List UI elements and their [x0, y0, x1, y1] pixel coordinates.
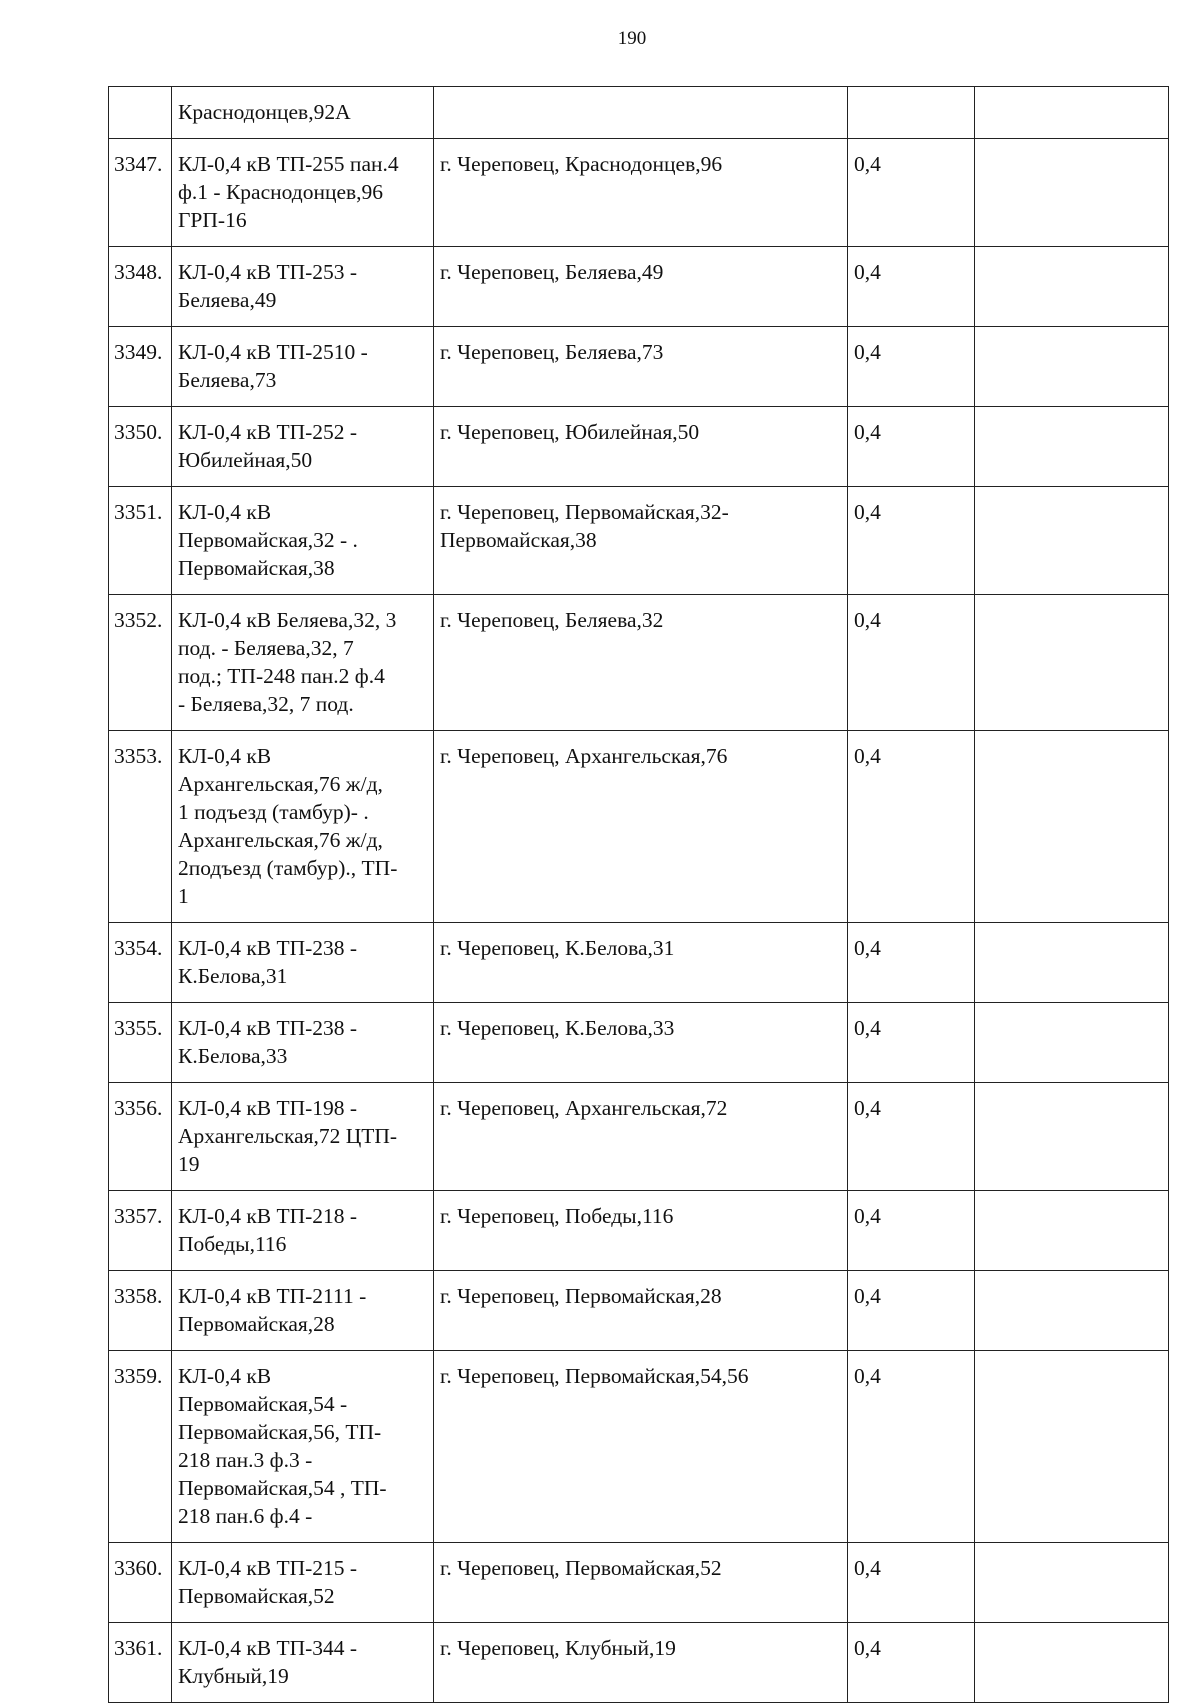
- table-row: [109, 327, 1169, 407]
- line-voltage: 0,4: [848, 1271, 975, 1351]
- row-number: 3355.: [109, 1003, 172, 1083]
- line-voltage: 0,4: [848, 327, 975, 407]
- line-extra: [975, 1083, 1169, 1191]
- table-row: [109, 1543, 1169, 1623]
- line-address: г. Череповец, Архангельская,76: [434, 731, 848, 923]
- table-row: [109, 407, 1169, 487]
- line-name: КЛ-0,4 кВ ТП-218 - Победы,116: [172, 1191, 434, 1271]
- row-number: 3352.: [109, 595, 172, 731]
- line-voltage: 0,4: [848, 923, 975, 1003]
- row-number: 3358.: [109, 1271, 172, 1351]
- row-number: 3349.: [109, 327, 172, 407]
- line-name: КЛ-0,4 кВ ТП-238 - К.Белова,31: [172, 923, 434, 1003]
- line-name: КЛ-0,4 кВ ТП-253 - Беляева,49: [172, 247, 434, 327]
- line-extra: [975, 731, 1169, 923]
- table-row: [109, 139, 1169, 247]
- line-voltage: 0,4: [848, 139, 975, 247]
- table-row: [109, 923, 1169, 1003]
- line-address: г. Череповец, Первомайская,28: [434, 1271, 848, 1351]
- line-extra: [975, 1351, 1169, 1543]
- line-name: КЛ-0,4 кВ ТП-2111 - Первомайская,28: [172, 1271, 434, 1351]
- line-address: г. Череповец, Первомайская,52: [434, 1543, 848, 1623]
- line-voltage: 0,4: [848, 1003, 975, 1083]
- line-extra: [975, 139, 1169, 247]
- line-name: КЛ-0,4 кВ Беляева,32, 3 под. - Беляева,32, 7 под.; ТП-248 пан.2 ф.4 - Беляева,32, 7 под.: [172, 595, 434, 731]
- line-name: КЛ-0,4 кВ ТП-215 - Первомайская,52: [172, 1543, 434, 1623]
- line-name: КЛ-0,4 кВ ТП-238 - К.Белова,33: [172, 1003, 434, 1083]
- line-voltage: 0,4: [848, 1623, 975, 1703]
- line-voltage: 0,4: [848, 1351, 975, 1543]
- line-extra: [975, 595, 1169, 731]
- line-name: КЛ-0,4 кВ ТП-198 - Архангельская,72 ЦТП- 19: [172, 1083, 434, 1191]
- line-name: КЛ-0,4 кВ ТП-344 - Клубный,19: [172, 1623, 434, 1703]
- row-number: 3348.: [109, 247, 172, 327]
- line-voltage: 0,4: [848, 1191, 975, 1271]
- page-number: 190: [617, 28, 647, 49]
- row-number: 3359.: [109, 1351, 172, 1543]
- row-number: [109, 87, 172, 139]
- row-number: 3354.: [109, 923, 172, 1003]
- line-extra: [975, 923, 1169, 1003]
- table-row: [109, 1191, 1169, 1271]
- line-voltage: 0,4: [848, 1083, 975, 1191]
- table-row: [109, 247, 1169, 327]
- row-number: 3347.: [109, 139, 172, 247]
- line-extra: [975, 247, 1169, 327]
- line-extra: [975, 1003, 1169, 1083]
- table-row: [109, 1351, 1169, 1543]
- line-name: КЛ-0,4 кВ Архангельская,76 ж/д, 1 подъезд (тамбур)- . Архангельская,76 ж/д, 2подъезд (тамбур)., ТП- 1: [172, 731, 434, 923]
- line-address: г. Череповец, Архангельская,72: [434, 1083, 848, 1191]
- line-address: г. Череповец, Победы,116: [434, 1191, 848, 1271]
- cable-lines-table: [108, 86, 1169, 1703]
- line-name: КЛ-0,4 кВ ТП-255 пан.4 ф.1 - Краснодонцев,96 ГРП-16: [172, 139, 434, 247]
- line-address: г. Череповец, Краснодонцев,96: [434, 139, 848, 247]
- table-row: [109, 1623, 1169, 1703]
- line-address: г. Череповец, Юбилейная,50: [434, 407, 848, 487]
- line-extra: [975, 1623, 1169, 1703]
- line-name: КЛ-0,4 кВ Первомайская,54 - Первомайская,56, ТП- 218 пан.3 ф.3 - Первомайская,54 , ТП- 218 пан.6 ф.4 -: [172, 1351, 434, 1543]
- line-extra: [975, 487, 1169, 595]
- line-address: г. Череповец, Беляева,73: [434, 327, 848, 407]
- line-extra: [975, 1191, 1169, 1271]
- line-voltage: 0,4: [848, 247, 975, 327]
- row-number: 3360.: [109, 1543, 172, 1623]
- line-extra: [975, 327, 1169, 407]
- line-address: г. Череповец, Первомайская,54,56: [434, 1351, 848, 1543]
- table-row: [109, 1003, 1169, 1083]
- line-address: г. Череповец, Первомайская,32- Первомайская,38: [434, 487, 848, 595]
- line-voltage: 0,4: [848, 595, 975, 731]
- line-voltage: [848, 87, 975, 139]
- line-name: КЛ-0,4 кВ ТП-2510 - Беляева,73: [172, 327, 434, 407]
- line-address: г. Череповец, К.Белова,31: [434, 923, 848, 1003]
- line-name: КЛ-0,4 кВ ТП-252 - Юбилейная,50: [172, 407, 434, 487]
- line-voltage: 0,4: [848, 487, 975, 595]
- line-address: [434, 87, 848, 139]
- line-extra: [975, 87, 1169, 139]
- row-number: 3361.: [109, 1623, 172, 1703]
- line-address: г. Череповец, Беляева,32: [434, 595, 848, 731]
- table-row: [109, 87, 1169, 139]
- line-address: г. Череповец, Беляева,49: [434, 247, 848, 327]
- line-voltage: 0,4: [848, 407, 975, 487]
- row-number: 3350.: [109, 407, 172, 487]
- line-voltage: 0,4: [848, 731, 975, 923]
- row-number: 3356.: [109, 1083, 172, 1191]
- line-address: г. Череповец, К.Белова,33: [434, 1003, 848, 1083]
- line-voltage: 0,4: [848, 1543, 975, 1623]
- row-number: 3351.: [109, 487, 172, 595]
- table-row: [109, 1271, 1169, 1351]
- line-name: КЛ-0,4 кВ Первомайская,32 - . Первомайская,38: [172, 487, 434, 595]
- line-extra: [975, 407, 1169, 487]
- table-row: [109, 487, 1169, 595]
- line-extra: [975, 1271, 1169, 1351]
- line-extra: [975, 1543, 1169, 1623]
- table-row: [109, 731, 1169, 923]
- row-number: 3357.: [109, 1191, 172, 1271]
- row-number: 3353.: [109, 731, 172, 923]
- line-name: Краснодонцев,92А: [172, 87, 434, 139]
- table-row: [109, 595, 1169, 731]
- table-row: [109, 1083, 1169, 1191]
- line-address: г. Череповец, Клубный,19: [434, 1623, 848, 1703]
